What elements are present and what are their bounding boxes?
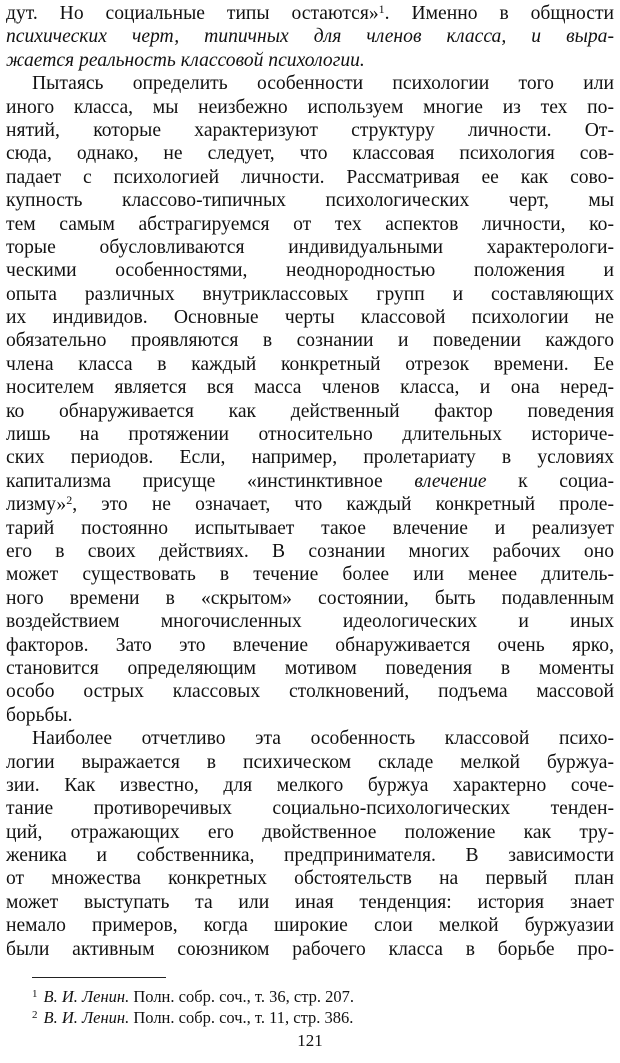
text-line xyxy=(6,283,614,306)
text-line xyxy=(6,891,614,914)
text-line-main: опыта различных внутриклассовых групп и составляющих xyxy=(6,283,614,305)
text-line xyxy=(6,259,614,282)
text-line xyxy=(6,563,614,586)
footnote-number: 2 xyxy=(32,1009,38,1021)
text-line-main: купность классово-типичных психологических черт, мы xyxy=(6,190,614,212)
footnote-author: В. И. Ленин. xyxy=(43,1008,130,1027)
footnote-reference: 2 xyxy=(66,493,73,508)
text-line xyxy=(6,376,614,399)
text-line xyxy=(6,914,614,937)
text-line-main: капитализма присуще «инстинктивное xyxy=(6,470,415,492)
text-line-tail: . Именно в общности xyxy=(384,3,614,24)
text-line-main: нятий, которые характеризуют структуру личности. От- xyxy=(6,119,614,141)
text-line-main: ного времени в «скрытом» состоянии, быть подавленным xyxy=(6,587,614,609)
text-line xyxy=(6,189,614,212)
text-line-main: ций, отражающих его двойственное положение как тру- xyxy=(6,821,614,843)
text-line xyxy=(6,517,614,540)
text-line-main: немало примеров, когда широкие слои мелкой буржуазии xyxy=(6,915,614,937)
text-line xyxy=(6,119,614,142)
text-line xyxy=(6,423,614,446)
text-line-main: жается реальность классовой психологии. xyxy=(6,49,365,71)
footnote-reference: 1 xyxy=(378,2,385,16)
text-line-main: лишь на протяжении относительно длительных историче- xyxy=(6,424,614,446)
text-line xyxy=(6,867,614,890)
text-line-main: воздействием многочисленных идеологических и иных xyxy=(6,611,614,633)
text-line-main: становится определяющим мотивом поведения в моменты xyxy=(6,657,614,679)
text-line-main: тарий постоянно испытывает такое влечение и реализует xyxy=(6,517,614,539)
text-line xyxy=(6,774,614,797)
text-line xyxy=(6,587,614,610)
text-line-main: их индивидов. Основные черты классовой психологии не xyxy=(6,307,614,329)
text-line xyxy=(6,213,614,236)
footnote xyxy=(32,1007,592,1028)
text-line-main: Наиболее отчетливо эта особенность классовой психо- xyxy=(32,728,614,750)
text-line xyxy=(6,493,614,516)
text-line-main: ко обнаруживается как действенный фактор поведения xyxy=(6,400,614,422)
text-line xyxy=(6,166,614,189)
text-line-main: торые обусловливаются индивидуальными характерологи- xyxy=(6,236,614,258)
text-line-main: лизму» xyxy=(6,494,67,516)
text-line xyxy=(6,49,614,72)
footnotes xyxy=(32,986,592,1028)
footnote-separator xyxy=(32,977,166,978)
page-number: 121 xyxy=(297,1031,323,1050)
footnote-text: Полн. собр. соч., т. 36, стр. 207. xyxy=(129,987,355,1006)
text-line-main: иного класса, мы неизбежно используем многие из тех по- xyxy=(6,96,614,118)
text-line-main: психических черт, типичных для членов класса, и выра- xyxy=(6,26,614,48)
text-line xyxy=(6,2,614,25)
text-line xyxy=(6,938,614,961)
text-line-tail: , это не означает, что каждый конкретный проле- xyxy=(72,494,614,516)
footnote-text: Полн. собр. соч., т. 11, стр. 386. xyxy=(129,1008,354,1027)
text-line xyxy=(6,751,614,774)
text-line-main: дут. Но социальные типы остаются» xyxy=(6,3,379,24)
text-line-main: члена класса в каждый конкретный отрезок времени. Ее xyxy=(6,353,614,375)
text-line xyxy=(6,329,614,352)
text-line xyxy=(6,680,614,703)
text-line-main: были активным союзником рабочего класса в борьбе про- xyxy=(6,938,614,960)
text-line-main: его в своих действиях. В сознании многих рабочих оно xyxy=(6,540,614,562)
text-line-main: ских периодов. Если, например, пролетариату в условиях xyxy=(6,447,614,469)
text-line-main: носителем является вся масса членов класса, и она неред- xyxy=(6,377,614,399)
text-line-main: может выступать та или иная тенденция: история знает xyxy=(6,891,614,913)
text-line xyxy=(6,610,614,633)
text-line-main: может существовать в течение более или менее длитель- xyxy=(6,564,614,586)
text-line xyxy=(6,634,614,657)
text-line-main: факторов. Зато это влечение обнаруживается очень ярко, xyxy=(6,634,614,656)
text-line xyxy=(6,657,614,680)
text-line-main: Пытаясь определить особенности психологии того или xyxy=(32,73,614,95)
text-line-main: тем самым абстрагируемся от тех аспектов личности, ко- xyxy=(6,213,614,235)
text-line xyxy=(6,821,614,844)
text-line xyxy=(6,727,614,750)
text-line-main: ческими особенностями, неоднородностью положения и xyxy=(6,260,614,282)
text-line xyxy=(6,540,614,563)
text-line-emphasis: влечение xyxy=(414,470,487,492)
body-text xyxy=(6,2,614,961)
footnote-author: В. И. Ленин. xyxy=(43,987,130,1006)
text-line-main: зии. Как известно, для мелкого буржуа характерно соче- xyxy=(6,774,614,796)
text-line-main: женика и собственника, предпринимателя. В зависимости xyxy=(6,845,614,867)
text-line xyxy=(6,353,614,376)
text-line xyxy=(6,72,614,95)
text-line xyxy=(6,236,614,259)
text-line-main: сюда, однако, не следует, что классовая психология сов- xyxy=(6,143,614,165)
text-line xyxy=(6,470,614,493)
text-line-tail: к социа- xyxy=(486,470,614,492)
text-line-main: тание противоречивых социально-психологических тенден- xyxy=(6,798,614,820)
text-line-main: особо острых классовых столкновений, подъема массовой xyxy=(6,681,614,703)
text-line xyxy=(6,25,614,48)
text-line xyxy=(6,306,614,329)
text-line xyxy=(6,704,614,727)
footnote xyxy=(32,986,592,1007)
text-line xyxy=(6,96,614,119)
text-line-main: от множества конкретных обстоятельств на первый план xyxy=(6,868,614,890)
text-line-main: падает с психологией личности. Рассматривая ее как сово- xyxy=(6,166,614,188)
text-line-main: логии выражается в психическом складе мелкой буржуа- xyxy=(6,751,614,773)
text-line-main: борьбы. xyxy=(6,704,73,726)
text-line xyxy=(6,142,614,165)
text-line xyxy=(6,797,614,820)
text-line xyxy=(6,446,614,469)
text-line-main: обязательно проявляются в сознании и поведении каждого xyxy=(6,330,614,352)
text-line xyxy=(6,400,614,423)
text-line xyxy=(6,844,614,867)
footnote-number: 1 xyxy=(32,988,38,1000)
